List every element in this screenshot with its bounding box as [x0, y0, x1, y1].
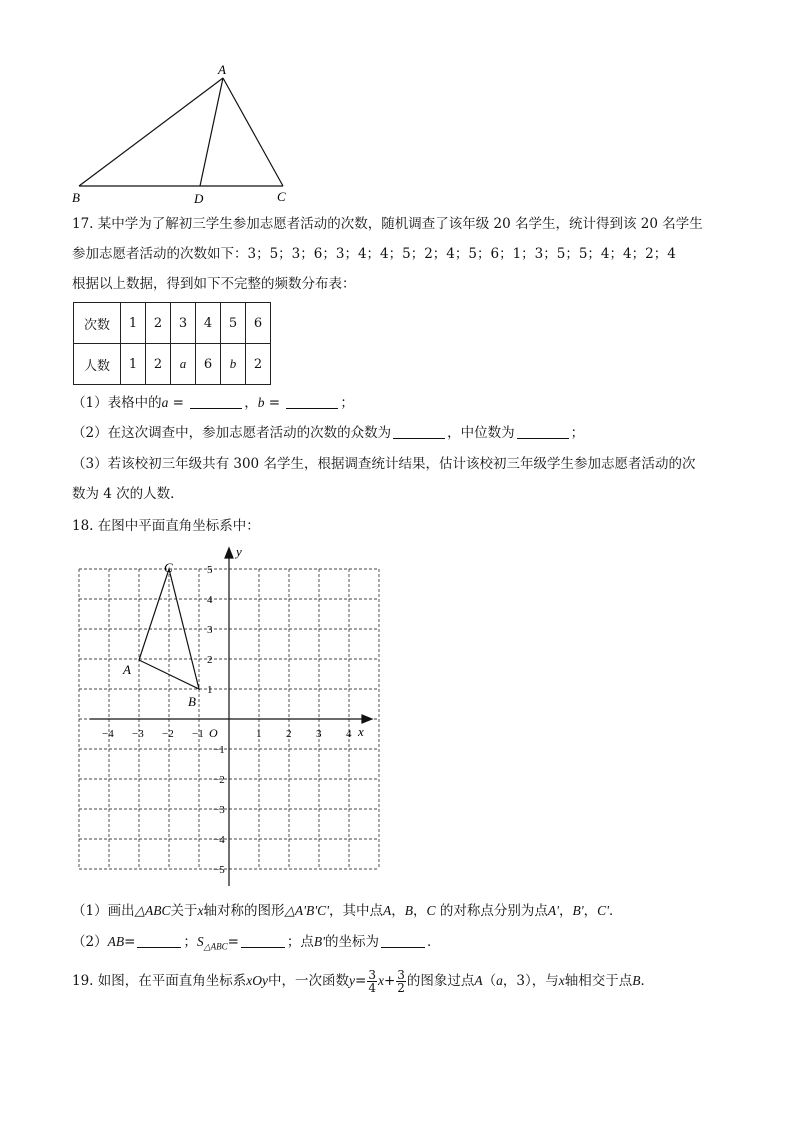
- table-cell: 人数: [74, 344, 121, 385]
- answer-blank[interactable]: [190, 394, 242, 409]
- point-label-b: B: [188, 694, 196, 709]
- fraction-three-halves: $\frac{3}{2}$: [397, 968, 405, 995]
- table-cell: 3: [171, 303, 196, 344]
- table-cell: a: [171, 344, 196, 385]
- label-d: D: [194, 191, 204, 206]
- triangle-figure: [66, 58, 306, 210]
- table-cell: 6: [246, 303, 271, 344]
- frequency-table: [73, 302, 271, 385]
- answer-blank[interactable]: [137, 933, 181, 948]
- segment-ac: [223, 78, 283, 186]
- y-tick-label: 2: [207, 654, 213, 666]
- x-tick-label: 2: [286, 728, 292, 740]
- y-tick-label: −1: [213, 744, 225, 756]
- q17-line3: 根据以上数据，得到如下不完整的频数分布表：: [72, 276, 356, 292]
- table-cell: b: [221, 344, 246, 385]
- q17-line2: 参加志愿者活动的次数如下：3；5；3；6；3；4；4；5；2；4；5；6；1；3；5；5；4；4；2；4: [72, 246, 676, 262]
- table-cell: 5: [221, 303, 246, 344]
- q18-part2: （2）AB= ；$S_{\triangle ABC}=$ ；点B'的坐标为 ．: [72, 934, 441, 952]
- table-cell: 次数: [74, 303, 121, 344]
- table-row: [74, 344, 271, 385]
- y-tick-label: 1: [207, 684, 213, 696]
- label-c: C: [277, 189, 286, 204]
- segment-ab: [79, 78, 223, 186]
- y-tick-label: −2: [213, 774, 225, 786]
- table-row: [74, 303, 271, 344]
- y-tick-label: −5: [213, 864, 225, 876]
- q19-text: 19. 如图，在平面直角坐标系xOy中，一次函数y= $\frac{3}{4}$ x+ $\frac{3}{2}$ 的图象过点A（a，3），与x轴相交于点B．: [72, 968, 654, 995]
- x-axis-label: x: [358, 724, 364, 739]
- table-cell: 2: [146, 303, 171, 344]
- x-tick-label: −4: [102, 728, 114, 740]
- q17-line1: 17. 某中学为了解初三学生参加志愿者活动的次数，随机调查了该年级 20 名学生，统计得到该 20 名学生: [72, 216, 703, 232]
- table-cell: 1: [121, 303, 146, 344]
- answer-blank[interactable]: [286, 394, 338, 409]
- x-axis-arrow: [362, 715, 372, 723]
- table-cell: 2: [246, 344, 271, 385]
- x-tick-label: −3: [132, 728, 144, 740]
- label-b: B: [72, 190, 80, 205]
- table-cell: 6: [196, 344, 221, 385]
- x-tick-label: −1: [192, 728, 204, 740]
- y-axis-arrow: [225, 548, 233, 558]
- answer-blank[interactable]: [241, 933, 285, 948]
- y-tick-label: 4: [207, 594, 213, 606]
- y-axis-label: y: [236, 544, 242, 559]
- label-a: A: [218, 62, 226, 77]
- y-tick-label: −3: [213, 804, 225, 816]
- coordinate-grid: [60, 540, 390, 892]
- answer-blank[interactable]: [517, 424, 569, 439]
- y-tick-label: 3: [207, 624, 213, 636]
- x-tick-label: −2: [162, 728, 174, 740]
- q17-part1: （1）表格中的a = ，b = ；: [72, 395, 354, 411]
- y-tick-label: 5: [207, 564, 213, 576]
- table-cell: 2: [146, 344, 171, 385]
- table-cell: 1: [121, 344, 146, 385]
- x-tick-label: 1: [256, 728, 262, 740]
- y-tick-label: −4: [213, 834, 225, 846]
- fraction-three-quarters: $\frac{3}{4}$: [368, 968, 376, 995]
- q17-part3-line1: （3）若该校初三年级共有 300 名学生，根据调查统计结果，估计该校初三年级学生参加志愿者活动的次: [72, 456, 696, 472]
- q17-part3-line2: 数为 4 次的人数．: [72, 486, 184, 502]
- x-tick-label: 4: [346, 728, 352, 740]
- answer-blank[interactable]: [381, 933, 425, 948]
- q18-title: 18. 在图中平面直角坐标系中：: [72, 518, 260, 534]
- q17-part2: （2）在这次调查中，参加志愿者活动的次数的众数为 ，中位数为 ；: [72, 425, 585, 441]
- q18-part1: （1）画出△ABC关于x轴对称的图形△A'B'C'，其中点A，B，C 的对称点分别为点A'，B'，C'．: [72, 903, 623, 919]
- point-label-a: A: [123, 662, 131, 677]
- table-cell: 4: [196, 303, 221, 344]
- origin-label: O: [209, 726, 218, 740]
- answer-blank[interactable]: [393, 424, 445, 439]
- x-tick-label: 3: [316, 728, 322, 740]
- point-label-c: C: [164, 560, 173, 575]
- segment-ad: [200, 78, 223, 186]
